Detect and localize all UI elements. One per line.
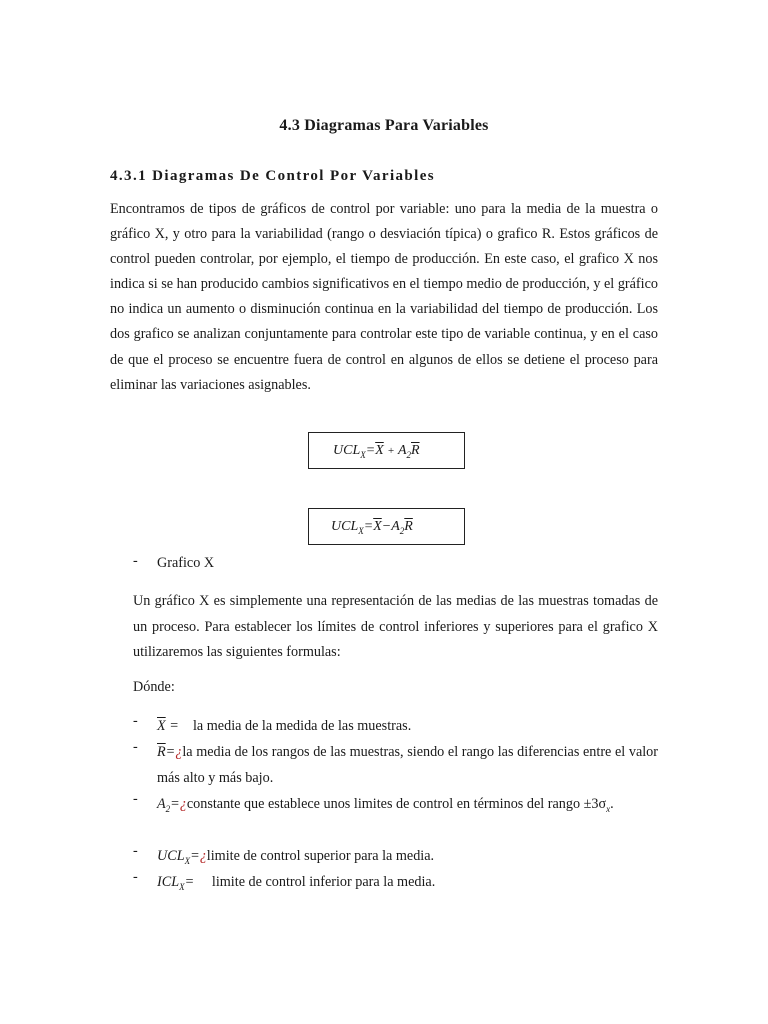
list-item: - Grafico X (133, 553, 658, 573)
definition-item: - $A_2=¿constante$ que establece unos limites de control en términos del rango $\pm 3\sigma_x$. (133, 791, 614, 814)
formula-lower-box: $UCL_X=\overline{X}-A_2\overline{R}$ (308, 508, 465, 545)
formula-upper-box: $UCL_X=\overline{X} + A_2\overline{R}$ (308, 432, 465, 469)
graph-paragraph: Un gráfico X es simplemente una representación de las medias de las muestras tomadas de un proceso. Para establecer los límites de control inferiores y superiores para el grafico X utilizaremos las siguientes formulas: (133, 593, 658, 660)
definition-item: - $\overline{R}=¿la$ media de los rangos de las muestras, siendo el rango las diferencias entre el valor más alto y más bajo. (133, 739, 658, 786)
definition-item: - $ICL_X=$ limite de control inferior para la media. (133, 869, 436, 892)
subsection-heading: 4.3.1 Diagramas De Control Por Variables (110, 168, 436, 184)
section-heading: 4.3 Diagramas Para Variables (279, 117, 489, 134)
intro-paragraph: Encontramos de tipos de gráficos de control por variable: uno para la media de la muestra o gráfico X, y otro para la variabilidad (rango o desviación típica) o grafico R. Estos gráficos de control pueden controlar, por ejemplo, el tiempo de producción. En este caso, el grafico X nos indica si se han producido cambios significativos en el tiempo medio de producción, y el gráfico no indica un aumento o disminución continua en la variabilidad del tiempo de producción. Los dos grafico se analizan conjuntamente para controlar este tipo de variable continua, y en el caso de que el proceso se encuentre fuera de control en algunos de ellos se detiene el proceso para eliminar las variaciones asignables. (110, 201, 658, 393)
definition-item: - $UCL_X=¿limite$ de control superior para la media. (133, 843, 435, 866)
donde-label: Dónde: (133, 679, 175, 695)
bullet-graph-label: Grafico X (157, 555, 215, 571)
definition-item: - $\overline{X}$ = la media de la medida de las muestras. (133, 713, 412, 734)
